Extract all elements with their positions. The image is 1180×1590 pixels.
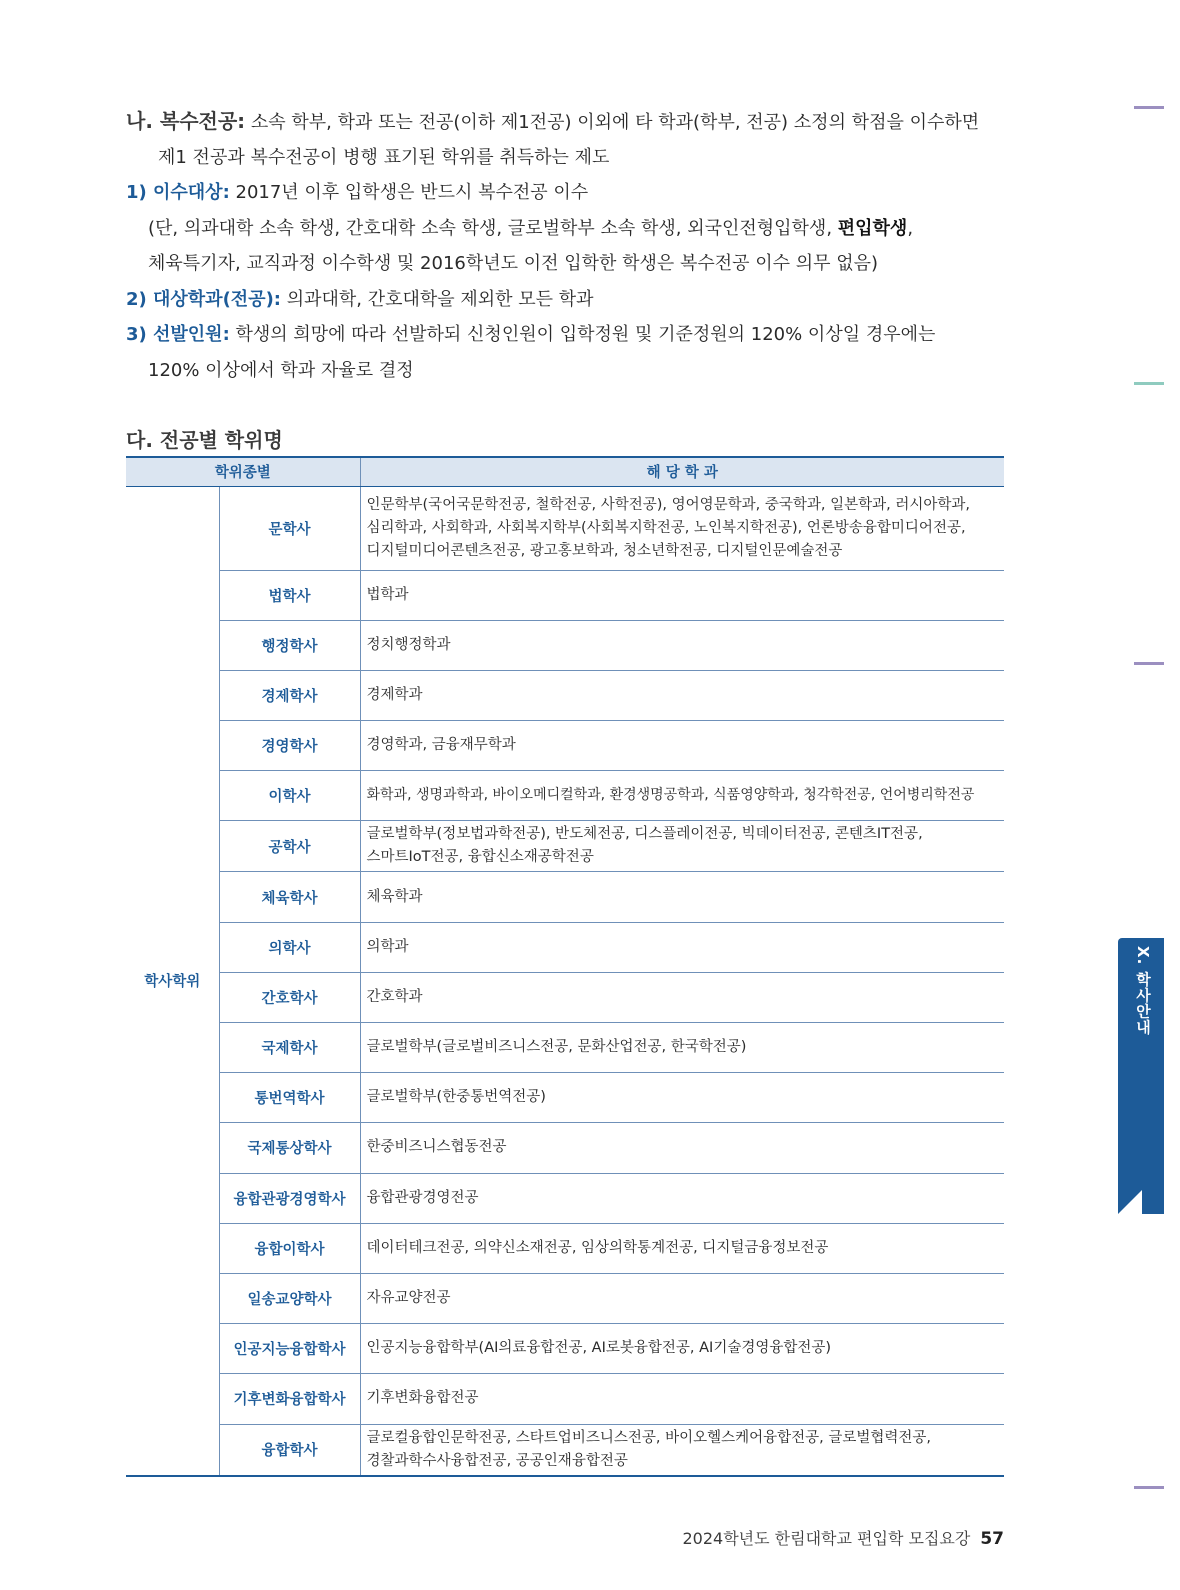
degree-name: 국제학사 [219, 1023, 360, 1073]
dept-line: 글로컬융합인문학전공, 스타트업비즈니스전공, 바이오헬스케어융합전공, 글로벌협력전공, [366, 1429, 932, 1446]
transfer-student-strong: 편입학생 [837, 217, 908, 239]
degree-name: 체육학사 [219, 872, 360, 922]
degree-name: 간호학사 [219, 972, 360, 1022]
table-row [126, 1374, 1004, 1424]
page-footer [600, 1526, 1004, 1549]
dept-cell: 간호학과 [360, 972, 1004, 1022]
double-major-label: 나. 복수전공: [126, 109, 246, 133]
table-row [126, 1073, 1004, 1123]
degree-name: 융합이학사 [219, 1223, 360, 1273]
table-row [126, 1324, 1004, 1374]
selection-text-cont: 120% 이상에서 학과 자율로 결정 [148, 359, 414, 381]
dept-cell: 데이터테크전공, 의약신소재전공, 임상의학통계전공, 디지털금융정보전공 [360, 1223, 1004, 1273]
table-row [126, 821, 1004, 872]
table-row [126, 670, 1004, 720]
dept-line: 인문학부(국어국문학전공, 철학전공, 사학전공), 영어영문학과, 중국학과, 일본학과, 러시아학과, [366, 496, 970, 513]
dept-cell [360, 486, 1004, 570]
edge-mark-purple [1134, 662, 1164, 665]
eligibility-label: 1) 이수대상: [126, 182, 230, 203]
eligibility-exception-line2: 체육특기자, 교직과정 이수학생 및 2016학년도 이전 입학한 학생은 복수전공 이수 의무 없음) [148, 253, 879, 274]
table-row [126, 1173, 1004, 1223]
exception-text-a: (단, 의과대학 소속 학생, 간호대학 소속 학생, 글로벌학부 소속 학생, 외국인전형입학생, [148, 217, 838, 239]
dept-cell: 글로벌학부(글로벌비즈니스전공, 문화산업전공, 한국학전공) [360, 1023, 1004, 1073]
degree-name: 통번역학사 [219, 1073, 360, 1123]
degree-name: 문학사 [219, 486, 360, 570]
degree-name: 융합관광경영학사 [219, 1173, 360, 1223]
dept-cell: 의학과 [360, 922, 1004, 972]
degree-name: 이학사 [219, 771, 360, 821]
dept-cell [360, 821, 1004, 872]
target-dept-label: 2) 대상학과(전공): [126, 288, 281, 310]
degree-name: 행정학사 [219, 620, 360, 670]
table-row [126, 1273, 1004, 1323]
table-row [126, 1023, 1004, 1073]
dept-cell: 체육학과 [360, 872, 1004, 922]
table-row [126, 872, 1004, 922]
dept-cell [360, 1424, 1004, 1476]
side-tab-corner [1118, 1190, 1142, 1214]
footer-title: 2024학년도 한림대학교 편입학 모집요강 [682, 1529, 971, 1548]
table-row [126, 721, 1004, 771]
dept-line: 심리학과, 사회학과, 사회복지학부(사회복지학전공, 노인복지학전공), 언론방송융합미디어전공, [366, 519, 966, 536]
dept-line: 스마트IoT전공, 융합신소재공학전공 [366, 849, 594, 866]
table-row [126, 972, 1004, 1022]
target-dept-text: 의과대학, 간호대학을 제외한 모든 학과 [281, 288, 594, 310]
eligibility-item [126, 175, 1026, 211]
exception-text-b: , [907, 217, 914, 239]
chapter-side-tab-label: X. 학사안내 [1134, 946, 1152, 1036]
dept-cell: 한중비즈니스협동전공 [360, 1123, 1004, 1173]
dept-line: 디지털미디어콘텐츠전공, 광고홍보학과, 청소년학전공, 디지털인문예술전공 [366, 542, 843, 559]
degree-type-cell: 학사학위 [126, 486, 219, 1476]
dept-cell: 융합관광경영전공 [360, 1173, 1004, 1223]
table-row [126, 1424, 1004, 1476]
edge-mark-teal [1134, 382, 1164, 385]
table-header-row [126, 457, 1004, 486]
degree-table [126, 456, 1004, 1477]
dept-cell: 기후변화융합전공 [360, 1374, 1004, 1424]
table-row [126, 1123, 1004, 1173]
dept-cell: 인공지능융합학부(AI의료융합전공, AI로봇융합전공, AI기술경영융합전공) [360, 1324, 1004, 1374]
degree-name: 국제통상학사 [219, 1123, 360, 1173]
degree-name: 기후변화융합학사 [219, 1374, 360, 1424]
degree-name: 경영학사 [219, 721, 360, 771]
dept-cell: 자유교양전공 [360, 1273, 1004, 1323]
double-major-section [126, 104, 1026, 388]
selection-label: 3) 선발인원: [126, 324, 230, 345]
col-header-dept: 해 당 학 과 [360, 457, 1004, 486]
table-row [126, 570, 1004, 620]
eligibility-exception-line1 [126, 211, 1026, 247]
dept-cell: 글로벌학부(한중통번역전공) [360, 1073, 1004, 1123]
page-number: 57 [980, 1529, 1004, 1549]
degree-name: 융합학사 [219, 1424, 360, 1476]
dept-cell: 경제학과 [360, 670, 1004, 720]
table-row [126, 1223, 1004, 1273]
col-header-type: 학위종별 [126, 457, 360, 486]
table-row [126, 620, 1004, 670]
double-major-desc: 소속 학부, 학과 또는 전공(이하 제1전공) 이외에 타 학과(학부, 전공) 소정의 학점을 이수하면 [245, 112, 980, 133]
degree-name: 경제학사 [219, 670, 360, 720]
edge-mark-purple [1134, 106, 1164, 109]
dept-line: 글로벌학부(정보법과학전공), 반도체전공, 디스플레이전공, 빅데이터전공, 콘텐츠IT전공, [366, 826, 923, 843]
dept-cell: 법학과 [360, 570, 1004, 620]
target-dept-item [126, 282, 1026, 318]
selection-item [126, 317, 1026, 353]
double-major-desc-cont: 제1 전공과 복수전공이 병행 표기된 학위를 취득하는 제도 [158, 146, 610, 168]
table-row [126, 922, 1004, 972]
dept-cell: 화학과, 생명과학과, 바이오메디컬학과, 환경생명공학과, 식품영양학과, 청각학전공, 언어병리학전공 [360, 771, 1004, 821]
selection-text: 학생의 희망에 따라 선발하되 신청인원이 입학정원 및 기준정원의 120% 이상일 경우에는 [229, 324, 936, 345]
degree-name: 인공지능융합학사 [219, 1324, 360, 1374]
degree-name: 공학사 [219, 821, 360, 872]
table-row [126, 771, 1004, 821]
dept-cell: 경영학과, 금융재무학과 [360, 721, 1004, 771]
eligibility-text: 2017년 이후 입학생은 반드시 복수전공 이수 [229, 182, 589, 203]
edge-mark-purple [1134, 1486, 1164, 1489]
double-major-heading [126, 104, 1026, 140]
table-row [126, 486, 1004, 570]
degree-name: 의학사 [219, 922, 360, 972]
degree-section-title: 다. 전공별 학위명 [126, 428, 283, 452]
dept-line: 경찰과학수사융합전공, 공공인재융합전공 [366, 1452, 628, 1469]
degree-name: 법학사 [219, 570, 360, 620]
dept-cell: 정치행정학과 [360, 620, 1004, 670]
degree-name: 일송교양학사 [219, 1273, 360, 1323]
